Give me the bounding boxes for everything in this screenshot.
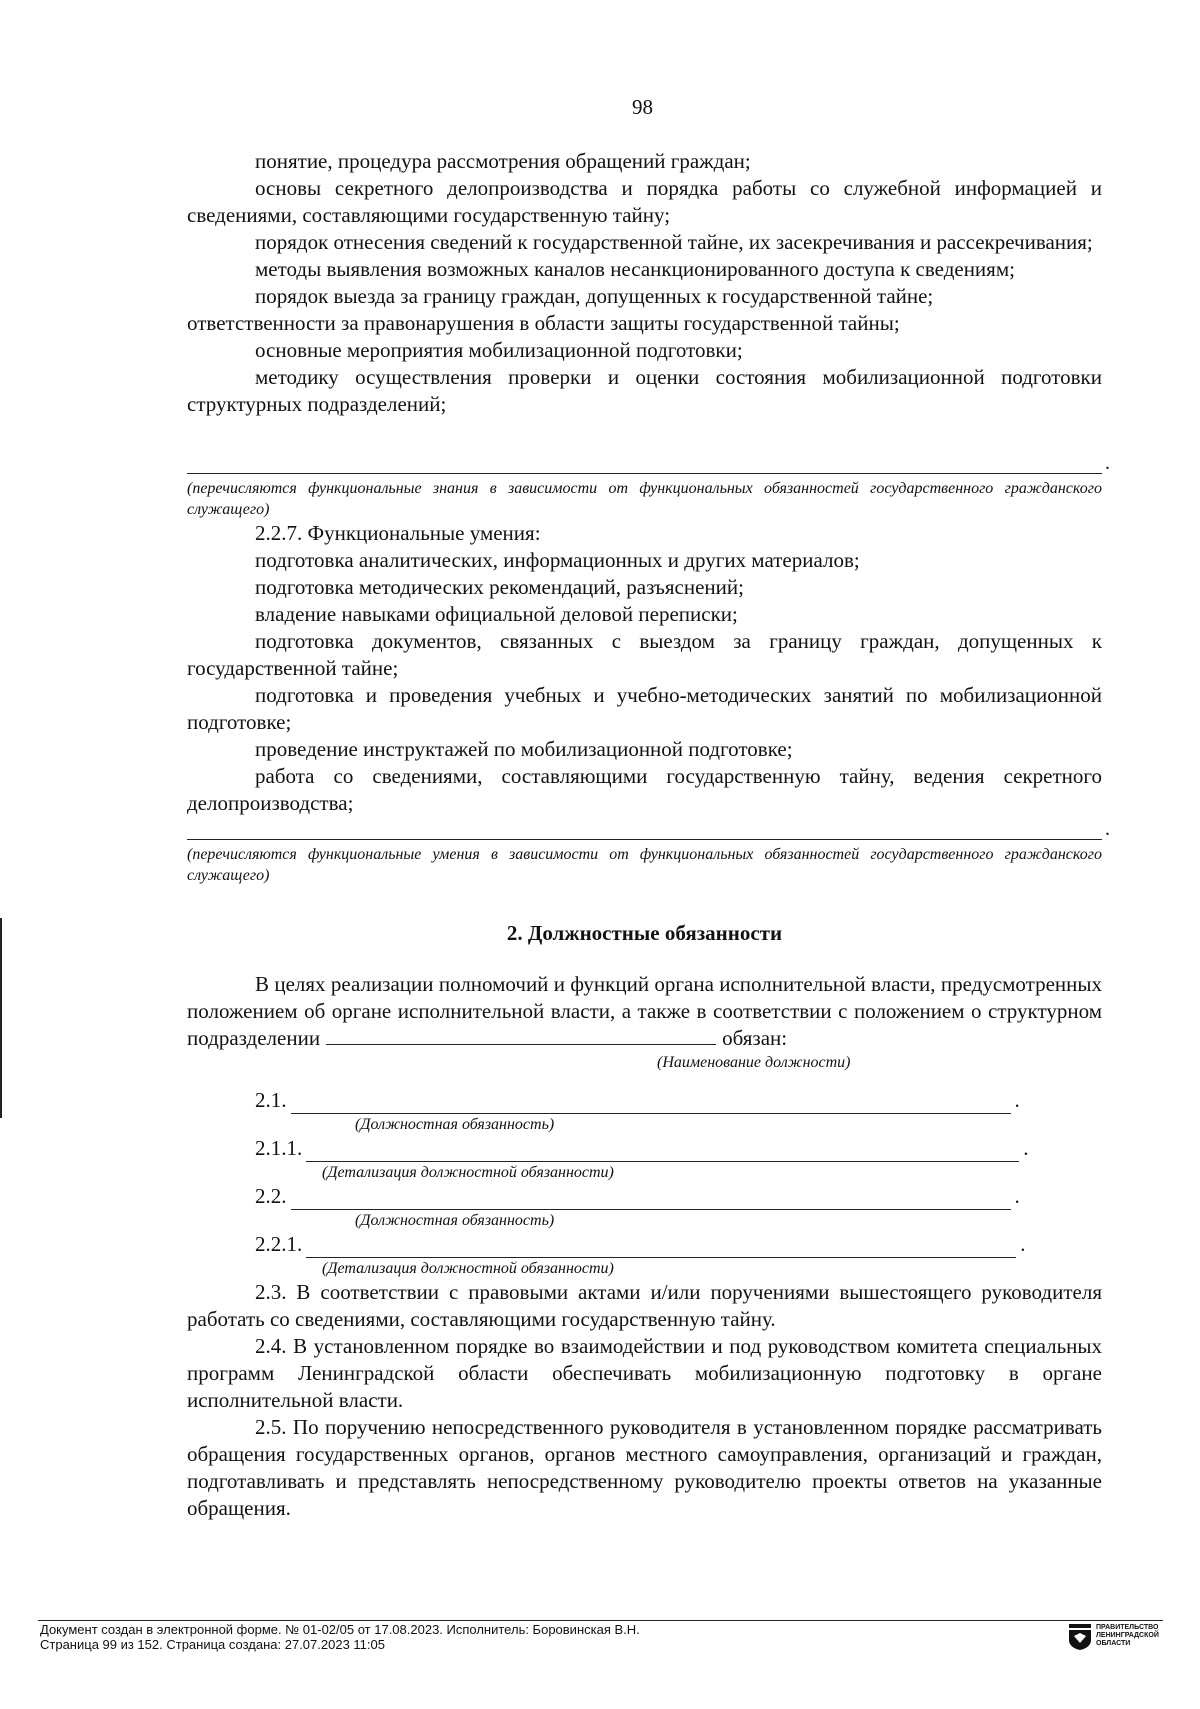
knowledge-item: основы секретного делопроизводства и порядка работы со служебной информацией и сведениями, составляющими государственную тайну; bbox=[187, 176, 1102, 227]
section-title: 2. Должностные обязанности bbox=[506, 921, 783, 945]
duty-blank-line bbox=[306, 1141, 1019, 1162]
skill-item: проведение инструктажей по мобилизационной подготовке; bbox=[255, 737, 793, 761]
duty-number: 2.2. bbox=[255, 1184, 287, 1208]
intro-paragraph bbox=[187, 971, 1102, 1052]
skill-item: подготовка документов, связанных с выездом за границу граждан, допущенных к государственной тайне; bbox=[187, 629, 1102, 680]
skill-item: подготовка и проведения учебных и учебно-методических занятий по мобилизационной подготовке; bbox=[187, 683, 1102, 734]
duty-blank-line bbox=[306, 1237, 1016, 1258]
duty-number: 2.1. bbox=[255, 1088, 287, 1112]
intro-text: В целях реализации полномочий и функций органа исполнительной власти, предусмотренных положением об органе исполнительной власти, а также в соответствии с bbox=[187, 972, 1102, 1023]
skill-item: подготовка методических рекомендаций, разъяснений; bbox=[255, 575, 744, 599]
duty-text: 2.4. В установленном порядке во взаимодействии и под руководством комитета специальных программ Ленинградской области обеспечивать мобилизационную подготовку в органе исполнительной власти. bbox=[187, 1334, 1102, 1412]
duty-text: 2.5. По поручению непосредственного руководителя в установленном порядке рассматривать обращения государственных органов, органов местного самоуправления, организаций и граждан, подготавливать и представлять непосредственному руководителю проекты ответов на указанные обращения. bbox=[187, 1415, 1102, 1520]
knowledge-note: (перечисляются функциональные знания в зависимости от функциональных обязанностей государственного гражданского служащего) bbox=[187, 480, 1102, 518]
skill-item: работа со сведениями, составляющими государственную тайну, ведения секретного делопроизводства; bbox=[187, 764, 1102, 815]
footer-line-2: Страница 99 из 152. Страница создана: 27.07.2023 11:05 bbox=[40, 1637, 385, 1652]
footer-line-1: Документ создан в электронной форме. № 01-02/05 от 17.08.2023. Исполнитель: Боровинская В.Н. bbox=[40, 1622, 640, 1637]
knowledge-fill-line: . bbox=[187, 451, 1102, 474]
logo-line-2: ЛЕНИНГРАДСКОЙ bbox=[1096, 1632, 1159, 1639]
footer-rule bbox=[38, 1620, 1163, 1621]
skills-fill-line: . bbox=[187, 817, 1102, 840]
duty-caption: (Должностная обязанность) bbox=[355, 1116, 555, 1133]
government-emblem-icon bbox=[1068, 1624, 1092, 1650]
knowledge-item: методику осуществления проверки и оценки состояния мобилизационной подготовки структурных подразделений; bbox=[187, 365, 1102, 416]
position-caption: (Наименование должности) bbox=[657, 1054, 851, 1071]
intro-last-prefix: положением о структурном подразделении bbox=[187, 999, 1102, 1050]
duty-number: 2.1.1. bbox=[255, 1136, 303, 1160]
duty-caption: (Детализация должностной обязанности) bbox=[322, 1164, 614, 1181]
duty-blank-line bbox=[291, 1093, 1011, 1114]
logo-line-1: ПРАВИТЕЛЬСТВО bbox=[1096, 1624, 1159, 1631]
duty-caption: (Должностная обязанность) bbox=[355, 1212, 555, 1229]
logo-line-3: ОБЛАСТИ bbox=[1096, 1640, 1131, 1647]
duty-blank-row: 2.2.1. . bbox=[255, 1232, 1026, 1256]
knowledge-item: понятие, процедура рассмотрения обращений граждан; bbox=[255, 149, 751, 173]
knowledge-item: ответственности за правонарушения в области защиты государственной тайны; bbox=[187, 311, 900, 335]
duty-blank-line bbox=[291, 1189, 1011, 1210]
skills-heading: 2.2.7. Функциональные умения: bbox=[255, 521, 541, 545]
knowledge-item: порядок отнесения сведений к государственной тайне, их засекречивания и рассекречивания; bbox=[255, 230, 1093, 254]
document-body bbox=[187, 148, 1110, 1522]
duty-caption: (Детализация должностной обязанности) bbox=[322, 1260, 614, 1277]
duty-text: 2.3. В соответствии с правовыми актами и/или поручениями вышестоящего руководителя работать со сведениями, составляющими государственную тайну. bbox=[187, 1280, 1102, 1331]
knowledge-item: основные мероприятия мобилизационной подготовки; bbox=[255, 338, 743, 362]
skill-item: подготовка аналитических, информационных и других материалов; bbox=[255, 548, 860, 572]
margin-rule bbox=[0, 918, 2, 1118]
intro-last-suffix: обязан: bbox=[722, 1026, 788, 1050]
knowledge-item: порядок выезда за границу граждан, допущенных к государственной тайне; bbox=[255, 284, 934, 308]
knowledge-item: методы выявления возможных каналов несанкционированного доступа к сведениям; bbox=[255, 257, 1015, 281]
skill-item: владение навыками официальной деловой переписки; bbox=[255, 602, 738, 626]
government-logo bbox=[1068, 1624, 1159, 1650]
duty-blank-row: 2.1. . bbox=[255, 1088, 1020, 1112]
document-footer bbox=[40, 1622, 640, 1652]
skills-note: (перечисляются функциональные умения в зависимости от функциональных обязанностей государственного гражданского служащего) bbox=[187, 846, 1102, 884]
position-blank bbox=[326, 1028, 716, 1045]
page-number: 98 bbox=[632, 95, 653, 119]
duty-number: 2.2.1. bbox=[255, 1232, 303, 1256]
logo-text bbox=[1096, 1624, 1159, 1648]
duty-blank-row: 2.1.1. . bbox=[255, 1136, 1029, 1160]
duty-blank-row: 2.2. . bbox=[255, 1184, 1020, 1208]
